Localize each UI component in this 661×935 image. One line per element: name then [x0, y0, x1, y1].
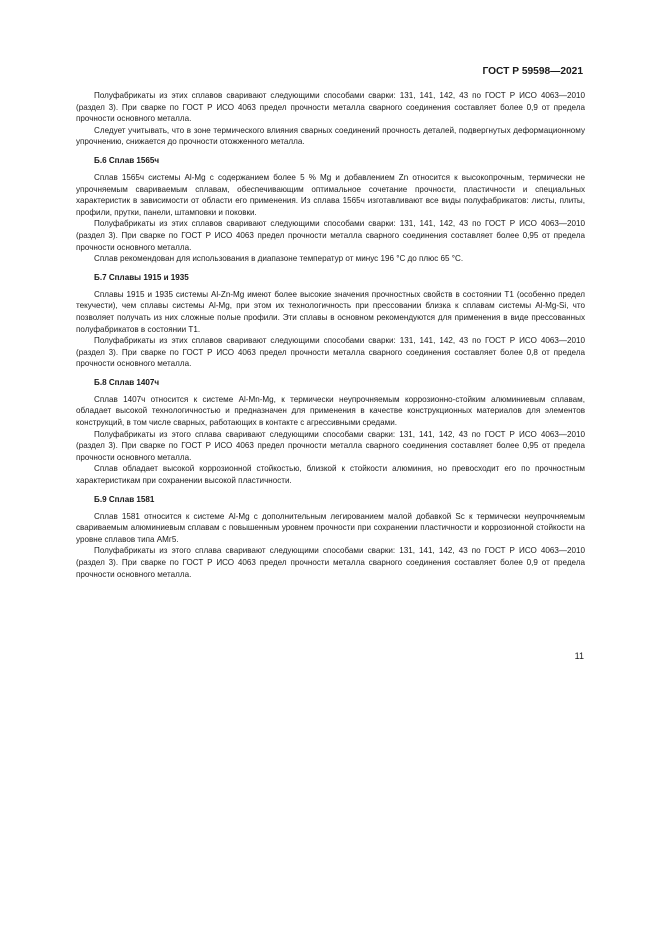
section-paragraph: Полуфабрикаты из этих сплавов сваривают следующими способами сварки: 131, 141, 142, 43 по ГОСТ Р ИСО 4063—2010 (раздел 3). При сварке по ГОСТ Р ИСО 4063 предел прочности металла сварного соединения составляет более 0,8 от предела прочности основного металла. [76, 336, 585, 369]
section-paragraph: Полуфабрикаты из этих сплавов сваривают следующими способами сварки: 131, 141, 142, 43 по ГОСТ Р ИСО 4063—2010 (раздел 3). При сварке по ГОСТ Р ИСО 4063 предел прочности металла сварного соединения составляет более 0,95 от предела прочности основного металла. [76, 219, 585, 252]
page-number: 11 [574, 651, 584, 661]
section-paragraph: Сплавы 1915 и 1935 системы Al-Zn-Mg имеют более высокие значения прочностных свойств в состоянии Т1 (особенно предел текучести), чем сплавы системы Al-Mg, при этом их технологичность при прессовании близка к сплавам системы Al-Mg-Si, что позволяет получать из них сложные полые профили. Эти сплавы в основном рекомендуются для применения в виде прессованных полуфабрикатов в состоянии Т1. [76, 289, 585, 334]
intro-paragraph: Полуфабрикаты из этих сплавов сваривают следующими способами сварки: 131, 141, 142, 43 по ГОСТ Р ИСО 4063—2010 (раздел 3). При сварке по ГОСТ Р ИСО 4063 предел прочности металла сварного соединения составляет более 0,9 от предела прочности основного металла. [76, 91, 585, 124]
intro-paragraph: Следует учитывать, что в зоне термического влияния сварных соединений прочность деталей, подвергнутых деформационному упрочнению, снижается до прочности отожженного металла. [76, 125, 585, 147]
section-paragraph: Сплав 1565ч системы Al-Mg с содержанием более 5 % Mg и добавлением Zn относится к высокопрочным, термически не упрочняемым свариваемым сплавам, обеспечивающим оптимальное сочетание прочности, пластичности и специальных характеристик в зависимости от области его применения. Из сплава 1565ч изготавливают все виды полуфабрикатов: листы, плиты, профили, прутки, панели, штамповки и поковки. [76, 172, 585, 217]
document-header: ГОСТ Р 59598—2021 [482, 66, 583, 77]
section-paragraph: Сплав 1407ч относится к системе Al-Mn-Mg, к термически неупрочняемым коррозионно-стойким алюминиевым сплавам, обладает высокой технологичностью и предназначен для применения в качестве конструкционных материалов для элементов конструкций, в том числе сварных, работающих в контакте с агрессивными средами. [76, 394, 585, 428]
document-body [76, 90, 585, 580]
section-title: Б.6 Сплав 1565ч [94, 155, 160, 165]
section-paragraph: Сплав 1581 относится к системе Al-Mg с дополнительным легированием малой добавкой Sc к термически неупрочняемым свариваемым алюминиевым сплавам с повышенным уровнем прочности при сохранении пластичности и коррозионной стойкости на уровне сплавов типа АМг5. [76, 511, 585, 544]
section-title: Б.9 Сплав 1581 [94, 494, 155, 504]
section-paragraph: Полуфабрикаты из этого сплава сваривают следующими способами сварки: 131, 141, 142, 43 по ГОСТ Р ИСО 4063—2010 (раздел 3). При сварке по ГОСТ Р ИСО 4063 предел прочности металла сварного соединения составляет более 0,9 от предела прочности основного металла. [76, 546, 585, 579]
section-title: Б.8 Сплав 1407ч [94, 377, 160, 387]
section-paragraph: Сплав рекомендован для использования в диапазоне температур от минус 196 °С до плюс 65 °С. [94, 254, 464, 264]
section-paragraph: Сплав обладает высокой коррозионной стойкостью, близкой к стойкости алюминия, но превосходит его по прочностным характеристикам при сохранении высокой пластичности. [76, 464, 585, 486]
section-title: Б.7 Сплавы 1915 и 1935 [94, 272, 189, 282]
section-paragraph: Полуфабрикаты из этого сплава сваривают следующими способами сварки: 131, 141, 142, 43 по ГОСТ Р ИСО 4063—2010 (раздел 3). При сварке по ГОСТ Р ИСО 4063 предел прочности металла сварного соединения составляет более 0,95 от предела прочности основного металла. [76, 429, 585, 462]
